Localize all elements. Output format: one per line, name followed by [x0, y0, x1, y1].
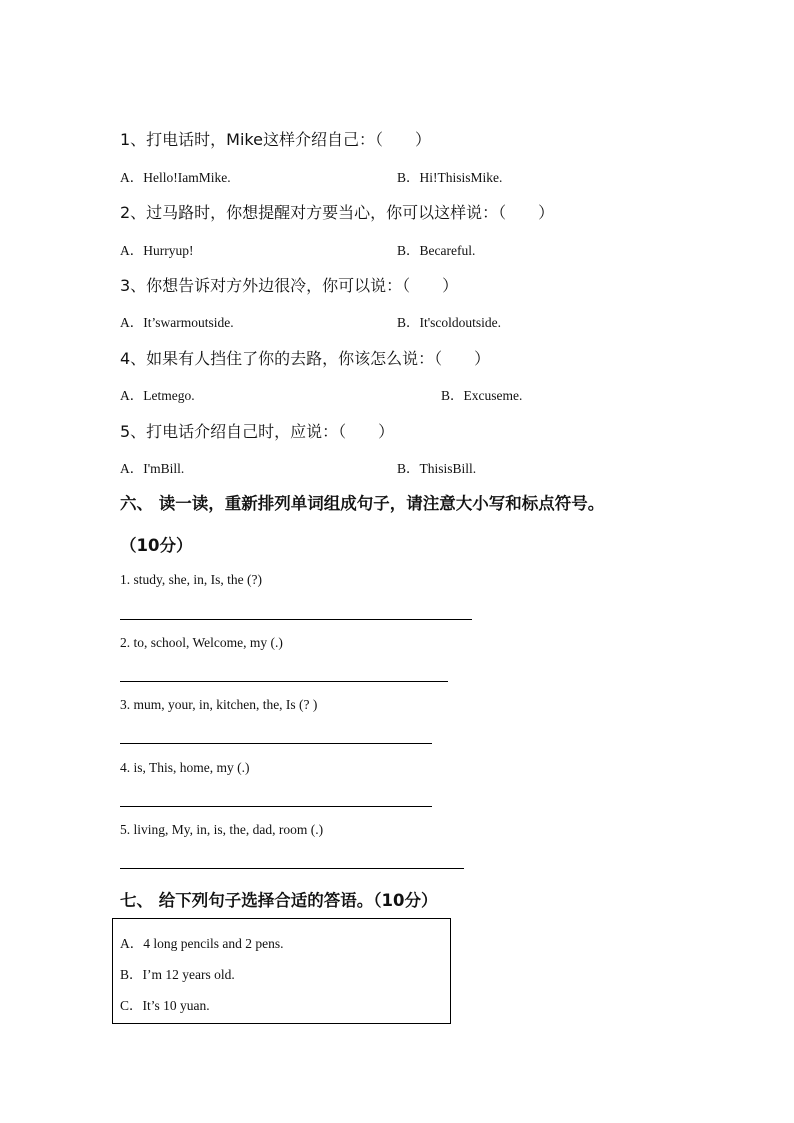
section-6-title: 六、 读一读，重新排列单词组成句子，请注意大小写和标点符号。 — [120, 494, 605, 513]
reorder-item-3: 3. mum, your, in, kitchen, the, Is (? ) — [120, 697, 318, 712]
answer-line-3[interactable] — [120, 743, 432, 744]
question-3-stem: 3、你想告诉对方外边很冷，你可以说：（ ） — [120, 276, 459, 295]
reorder-item-2: 2. to, school, Welcome, my (.) — [120, 635, 283, 650]
reorder-item-1: 1. study, she, in, Is, the (?) — [120, 572, 262, 587]
question-5-option-a: A．I'mBill. — [120, 461, 185, 476]
question-2-option-a: A．Hurryup! — [120, 243, 194, 258]
question-5-stem: 5、打电话介绍自己时，应说：（ ） — [120, 422, 395, 441]
reorder-item-5: 5. living, My, in, is, the, dad, room (.) — [120, 822, 324, 837]
section-6-score: （10分） — [120, 536, 193, 555]
question-1-stem: 1、打电话时，Mike这样介绍自己：（ ） — [120, 130, 431, 149]
question-2-option-b: B．Becareful. — [397, 243, 476, 258]
question-3-option-a: A．It’swarmoutside. — [120, 315, 234, 330]
question-4-option-b: B．Excuseme. — [441, 388, 523, 403]
question-1-option-b: B．Hi!ThisisMike. — [397, 170, 503, 185]
reorder-item-4: 4. is, This, home, my (.) — [120, 760, 250, 775]
question-1-option-a: A．Hello!IamMike. — [120, 170, 231, 185]
answer-line-1[interactable] — [120, 619, 472, 620]
question-3-option-b: B．It'scoldoutside. — [397, 315, 502, 330]
answer-option-a: A．4 long pencils and 2 pens. — [120, 936, 284, 951]
answer-option-b: B．I’m 12 years old. — [120, 967, 235, 982]
question-4-stem: 4、如果有人挡住了你的去路，你该怎么说：（ ） — [120, 349, 491, 368]
question-5-option-b: B．ThisisBill. — [397, 461, 477, 476]
question-2-stem: 2、过马路时，你想提醒对方要当心，你可以这样说：（ ） — [120, 203, 555, 222]
answer-line-4[interactable] — [120, 806, 432, 807]
answer-line-5[interactable] — [120, 868, 464, 869]
answer-line-2[interactable] — [120, 681, 448, 682]
answer-option-c: C．It’s 10 yuan. — [120, 998, 210, 1013]
section-7-title: 七、 给下列句子选择合适的答语。（10分） — [120, 891, 438, 910]
question-4-option-a: A．Letmego. — [120, 388, 195, 403]
